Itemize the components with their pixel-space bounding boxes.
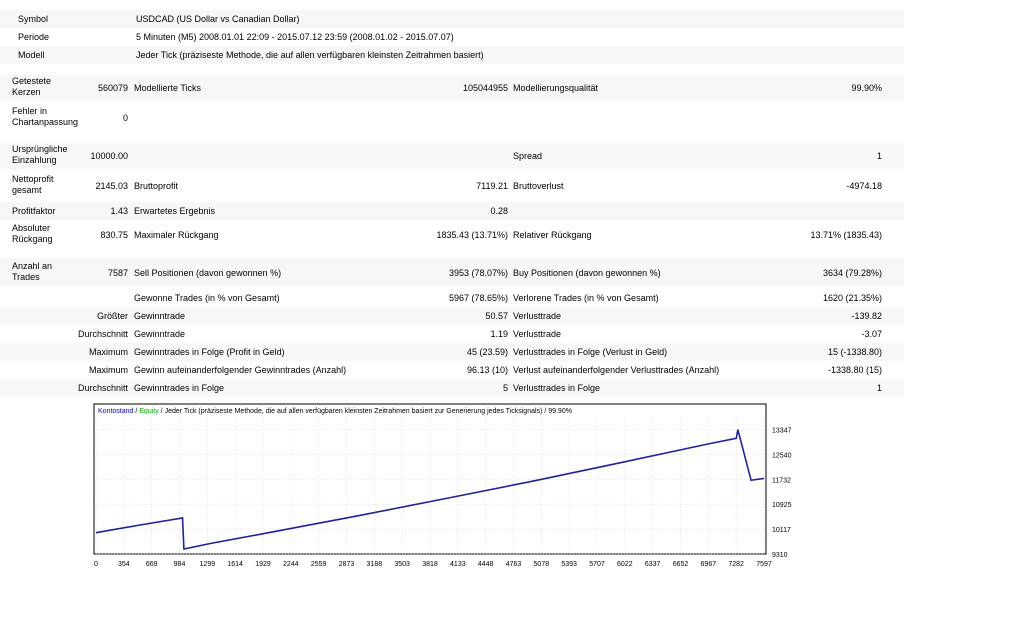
stat-value: 560079 — [97, 83, 128, 93]
stat-row-fehler — [0, 103, 904, 133]
x-tick-label: 5393 — [561, 561, 577, 568]
stat-label: Größter — [96, 311, 128, 321]
stat-value: -3.07 — [861, 329, 882, 339]
stat-value: 1.43 — [110, 206, 128, 216]
header-row-symbol — [0, 10, 904, 28]
stat-row-gewonnen — [0, 289, 904, 307]
stat-label: Gewinntrade — [134, 329, 186, 339]
y-tick-label: 10117 — [772, 527, 791, 535]
stat-label: Maximum — [88, 347, 128, 357]
stat-label: Verlusttrades in Folge (Verlust in Geld) — [513, 347, 668, 357]
stat-value: 5 — [502, 383, 508, 393]
stat-label: Bruttoprofit — [134, 181, 179, 191]
stat-value: 50.57 — [485, 311, 508, 321]
stat-label: Absoluter Rückgang — [12, 223, 53, 244]
legend-kontostand: Kontostand — [98, 408, 134, 415]
stat-row-einzahlung — [0, 143, 904, 169]
stat-label: Durchschnitt — [77, 329, 128, 339]
stat-label: Gewinntrades in Folge — [134, 383, 225, 393]
stat-value: 7119.21 — [476, 181, 508, 191]
y-tick-label: 10925 — [772, 502, 792, 510]
x-tick-label: 1929 — [255, 561, 271, 568]
x-tick-label: 6967 — [700, 561, 717, 568]
x-tick-label: 5707 — [589, 561, 605, 568]
stat-value: 0.28 — [490, 206, 508, 216]
stat-value: 2145.03 — [95, 181, 128, 191]
stat-row-anzahl — [0, 258, 904, 286]
x-tick-label: 0 — [94, 561, 98, 568]
legend-equity: Equity — [139, 408, 159, 415]
stat-label: Buy Positionen (davon gewonnen %) — [513, 268, 661, 278]
stat-value: -1338.80 (15) — [827, 365, 882, 375]
header-value: Jeder Tick (präziseste Methode, die auf allen verfügbaren kleinsten Zeitrahmen basiert) — [136, 50, 484, 60]
stat-label: Verlorene Trades (in % von Gesamt) — [513, 293, 659, 303]
stat-label: Bruttoverlust — [513, 181, 564, 191]
x-tick-label: 984 — [173, 561, 186, 568]
header-row-modell — [0, 46, 904, 64]
stat-row-profitfaktor — [0, 202, 904, 220]
stat-row-kerzen — [0, 75, 904, 101]
y-tick-label: 13347 — [772, 427, 792, 435]
stat-value: 15 (-1338.80) — [827, 347, 882, 357]
stat-label: Modellierungsqualität — [513, 83, 599, 93]
x-tick-label: 1614 — [227, 561, 243, 568]
stat-value: 3634 (79.28%) — [822, 268, 882, 278]
stat-label: Verlusttrade — [513, 329, 562, 339]
stat-label: Spread — [513, 151, 543, 161]
stat-label: Maximaler Rückgang — [134, 230, 219, 240]
stat-label: Verlust aufeinanderfolgender Verlusttrades (Anzahl) — [513, 365, 720, 375]
stat-label: Fehler in Chartanpassung — [12, 106, 79, 127]
x-tick-label: 7597 — [756, 561, 772, 568]
x-tick-label: 2244 — [283, 561, 299, 568]
stat-label: Verlusttrades in Folge — [513, 383, 601, 393]
y-tick-label: 9310 — [772, 552, 788, 559]
x-tick-label: 5078 — [533, 561, 550, 568]
stat-value: -4974.18 — [846, 181, 882, 191]
stat-label: Gewonne Trades (in % von Gesamt) — [134, 293, 280, 303]
x-tick-label: 4448 — [477, 561, 494, 568]
stat-value: 1835.43 (13.71%) — [436, 230, 508, 240]
stat-label: Gewinntrade — [134, 311, 186, 321]
y-tick-label: 11732 — [772, 477, 791, 485]
stat-label: Durchschnitt — [77, 383, 128, 393]
x-tick-label: 7282 — [728, 561, 744, 568]
x-tick-label: 4763 — [505, 561, 522, 568]
stat-label: Sell Positionen (davon gewonnen %) — [134, 268, 282, 278]
header-row-periode — [0, 28, 904, 46]
stat-row-durchschnitt — [0, 325, 904, 343]
x-tick-label: 669 — [145, 561, 158, 568]
y-tick-label: 12540 — [772, 452, 792, 460]
stat-label: Ursprüngliche Einzahlung — [12, 144, 68, 165]
stat-value: 10000.00 — [90, 151, 128, 161]
stat-value: 99.90% — [851, 83, 882, 93]
x-tick-label: 2559 — [310, 561, 327, 568]
x-tick-label: 3188 — [366, 561, 383, 568]
x-tick-label: 6022 — [617, 561, 633, 568]
stat-value: 105044955 — [462, 83, 508, 93]
stat-value: 3953 (78.07%) — [448, 268, 508, 278]
x-tick-label: 4133 — [450, 561, 466, 568]
x-tick-label: 6337 — [644, 561, 661, 568]
stat-row-groesster — [0, 307, 904, 325]
legend-separator: / — [133, 408, 140, 415]
stat-row-durchschnitt-folge — [0, 379, 904, 397]
stat-value: 1 — [876, 151, 882, 161]
header-label: Symbol — [18, 14, 49, 24]
stat-value: 1620 (21.35%) — [822, 293, 882, 303]
stat-value: 1 — [876, 383, 882, 393]
stat-row-rueckgang — [0, 222, 904, 248]
stat-row-nettoprofit — [0, 173, 904, 199]
header-value: USDCAD (US Dollar vs Canadian Dollar) — [136, 14, 300, 24]
stat-label: Gewinntrades in Folge (Profit in Geld) — [134, 347, 285, 357]
stat-label: Relativer Rückgang — [513, 230, 592, 240]
stat-value: 7587 — [107, 268, 128, 278]
stat-value: -139.82 — [851, 311, 882, 321]
x-tick-label: 354 — [117, 561, 130, 568]
header-label: Modell — [18, 50, 45, 60]
stat-label: Verlusttrade — [513, 311, 562, 321]
stat-value: 830.75 — [100, 230, 128, 240]
legend-description: / Jeder Tick (präziseste Methode, die auf allen verfügbaren kleinsten Zeitrahmen basiert zur Generierung jedes Ticksignals) / 99.90% — [158, 408, 572, 415]
stat-value: 1.19 — [490, 329, 508, 339]
header-label: Periode — [18, 32, 50, 42]
x-tick-label: 3503 — [394, 561, 410, 568]
x-tick-label: 1299 — [199, 561, 216, 568]
x-tick-label: 6652 — [672, 561, 689, 568]
stat-label: Anzahl an Trades — [12, 261, 53, 282]
chart-legend — [98, 408, 572, 415]
stat-row-maximum-folge — [0, 343, 904, 361]
header-value: 5 Minuten (M5) 2008.01.01 22:09 - 2015.07.12 23:59 (2008.01.02 - 2015.07.07) — [136, 32, 454, 42]
stat-label: Maximum — [88, 365, 128, 375]
stat-label: Getestete Kerzen — [12, 76, 52, 97]
stat-label: Modellierte Ticks — [134, 83, 202, 93]
stat-row-maximum-aufeinander — [0, 361, 904, 379]
stat-value: 0 — [122, 113, 128, 123]
x-tick-label: 2873 — [338, 561, 355, 568]
stat-label: Erwartetes Ergebnis — [134, 206, 216, 216]
stat-value: 45 (23.59) — [466, 347, 508, 357]
balance-chart — [92, 403, 812, 573]
stat-value: 96.13 (10) — [466, 365, 508, 375]
stat-value: 5967 (78.65%) — [448, 293, 508, 303]
x-tick-label: 3818 — [422, 561, 438, 568]
stat-label: Gewinn aufeinanderfolgender Gewinntrades (Anzahl) — [134, 365, 347, 375]
stat-value: 13.71% (1835.43) — [810, 230, 882, 240]
stat-label: Nettoprofit gesamt — [12, 174, 54, 195]
stat-label: Profitfaktor — [12, 206, 56, 216]
